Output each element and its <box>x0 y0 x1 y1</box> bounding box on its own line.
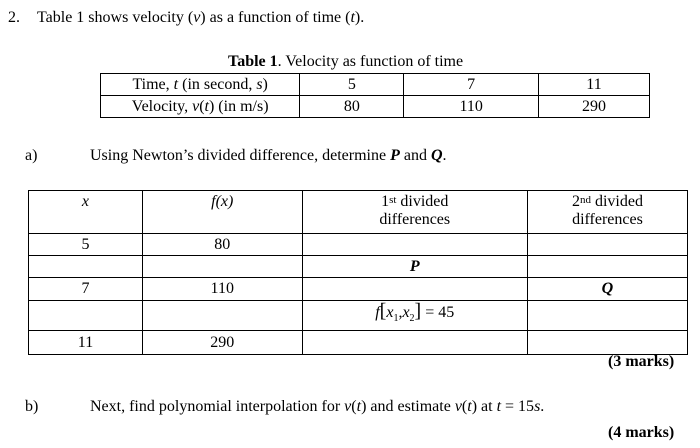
table-row <box>29 331 688 355</box>
header-first-divided: 1st divided differences <box>302 191 527 234</box>
table-cell <box>142 301 302 331</box>
table-cell <box>302 234 527 256</box>
table-cell <box>29 301 143 331</box>
velocity-table <box>100 73 650 118</box>
table-cell: 80 <box>300 96 404 118</box>
part-b-label: b) <box>25 398 39 415</box>
marks-b: (4 marks) <box>608 424 675 441</box>
part-a-label: a) <box>25 147 38 164</box>
table-cell <box>302 278 527 301</box>
question-number: 2. <box>8 9 20 26</box>
header-x: x <box>29 191 143 234</box>
table-row <box>101 96 650 118</box>
table-cell: 80 <box>142 234 302 256</box>
table-cell <box>527 301 687 331</box>
table-cell: 290 <box>539 96 650 118</box>
table-cell: 7 <box>29 278 143 301</box>
table-cell-q: Q <box>527 278 687 301</box>
table-cell: 110 <box>142 278 302 301</box>
part-b-text: Next, find polynomial interpolation for v(t) and estimate v(t) at t = 15s. <box>90 398 545 415</box>
table-cell: 110 <box>404 96 539 118</box>
table-cell-p: P <box>302 256 527 278</box>
time-label: Time, t (in second, s) <box>101 74 300 96</box>
marks-a: (3 marks) <box>608 353 675 370</box>
velocity-label: Velocity, v(t) (in m/s) <box>101 96 300 118</box>
table-cell <box>527 331 687 355</box>
question-intro: Table 1 shows velocity (v) as a function of time (t). <box>37 9 365 26</box>
table-row <box>29 234 688 256</box>
table-cell <box>527 234 687 256</box>
table-cell: 290 <box>142 331 302 355</box>
table-row <box>101 74 650 96</box>
part-a-text: Using Newton’s divided difference, determine P and Q. <box>90 147 447 164</box>
table-cell <box>527 256 687 278</box>
table-cell: 11 <box>29 331 143 355</box>
table-row <box>29 301 688 331</box>
table-row <box>29 278 688 301</box>
table-cell: 5 <box>300 74 404 96</box>
table-header-row <box>29 191 688 234</box>
table-row <box>29 256 688 278</box>
divided-difference-table <box>28 190 688 355</box>
table-cell: 5 <box>29 234 143 256</box>
header-fx: f(x) <box>142 191 302 234</box>
table-cell-f-x1-x2: $f[x_1,x_2] = 45$ <box>302 301 527 331</box>
table-cell: 11 <box>539 74 650 96</box>
table-cell <box>29 256 143 278</box>
table1-caption: Table 1. Velocity as function of time <box>228 53 464 70</box>
table-cell: 7 <box>404 74 539 96</box>
table-cell <box>302 331 527 355</box>
table-cell <box>142 256 302 278</box>
header-second-divided: 2nd divided differences <box>527 191 687 234</box>
